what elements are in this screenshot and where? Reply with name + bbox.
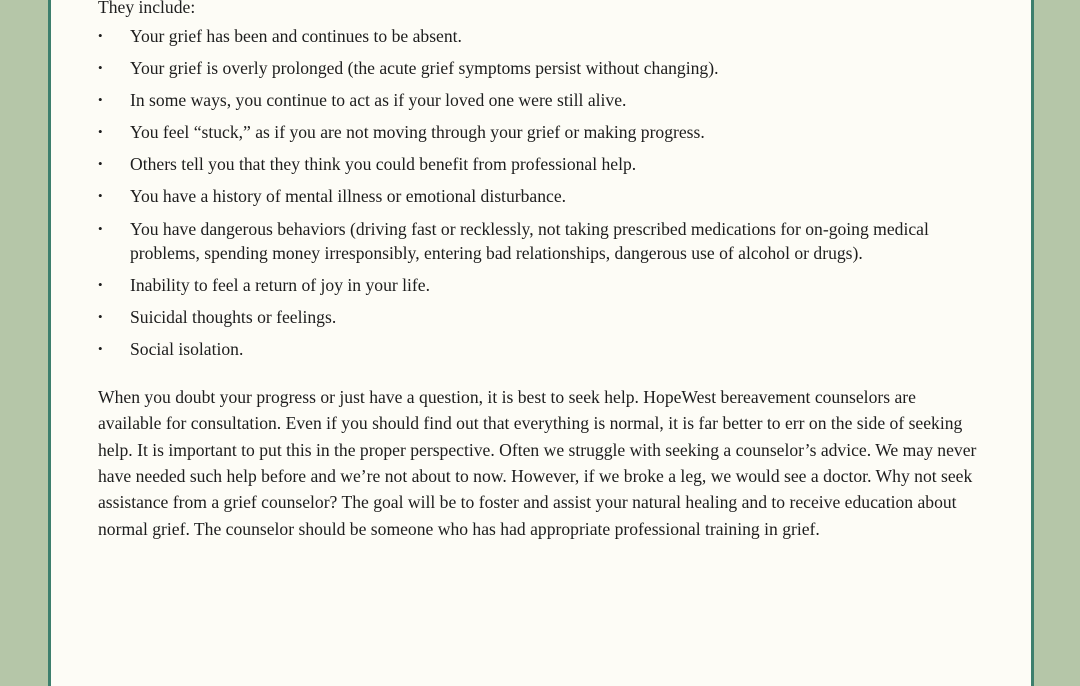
list-item-text: You have a history of mental illness or emotional disturbance.	[130, 186, 567, 207]
bullet-icon: •	[98, 309, 103, 325]
list-item-text: Suicidal thoughts or feelings.	[130, 307, 337, 328]
bullet-icon: •	[98, 92, 103, 108]
list-item	[98, 217, 978, 266]
list-item-text: Inability to feel a return of joy in your life.	[130, 275, 430, 296]
list-item-text: In some ways, you continue to act as if your loved one were still alive.	[130, 90, 627, 111]
list-item	[98, 24, 978, 49]
body-paragraph: When you doubt your progress or just have a question, it is best to seek help. HopeWest bereavement counselors are available for consultation. Even if you should find out that everything is normal, it is far better to err on the side of seeking help. It is important to put this in the proper perspective. Often we struggle with seeking a counselor’s advice. We may never have needed such help before and we’re not about to now. However, if we broke a leg, we would see a doctor. Why not seek assistance from a grief counselor? The goal will be to foster and assist your natural healing and to receive education about normal grief. The counselor should be someone who has had appropriate professional training in grief.	[98, 386, 977, 539]
list-item-text: You have dangerous behaviors (driving fast or recklessly, not taking prescribed medications for on-going medical problems, spending money irresponsibly, entering bad relationships, dangerous use of alcohol or drugs).	[130, 218, 929, 264]
list-item-text: You feel “stuck,” as if you are not moving through your grief or making progress.	[130, 122, 705, 143]
bullet-list	[98, 24, 978, 362]
list-item	[98, 184, 978, 209]
bullet-icon: •	[98, 341, 103, 357]
bullet-icon: •	[98, 60, 103, 76]
list-item	[98, 152, 978, 177]
list-item	[98, 56, 978, 81]
intro-text: They include:	[98, 0, 196, 17]
list-item-text: Others tell you that they think you could benefit from professional help.	[130, 154, 637, 175]
list-item	[98, 88, 978, 113]
list-item-text: Your grief has been and continues to be absent.	[130, 26, 462, 46]
bullet-icon: •	[98, 277, 103, 293]
list-item	[98, 305, 978, 330]
list-item	[98, 273, 978, 298]
bullet-icon: •	[98, 188, 103, 204]
list-item-text: Social isolation.	[130, 339, 244, 360]
list-item	[98, 337, 978, 362]
list-item-text: Your grief is overly prolonged (the acute grief symptoms persist without changing).	[130, 58, 719, 79]
list-item	[98, 120, 978, 145]
document-content	[98, 0, 978, 542]
bullet-icon: •	[98, 124, 103, 140]
bullet-icon: •	[98, 156, 103, 172]
bullet-icon: •	[98, 220, 103, 236]
document-page	[48, 0, 1034, 686]
bullet-icon: •	[98, 28, 103, 43]
